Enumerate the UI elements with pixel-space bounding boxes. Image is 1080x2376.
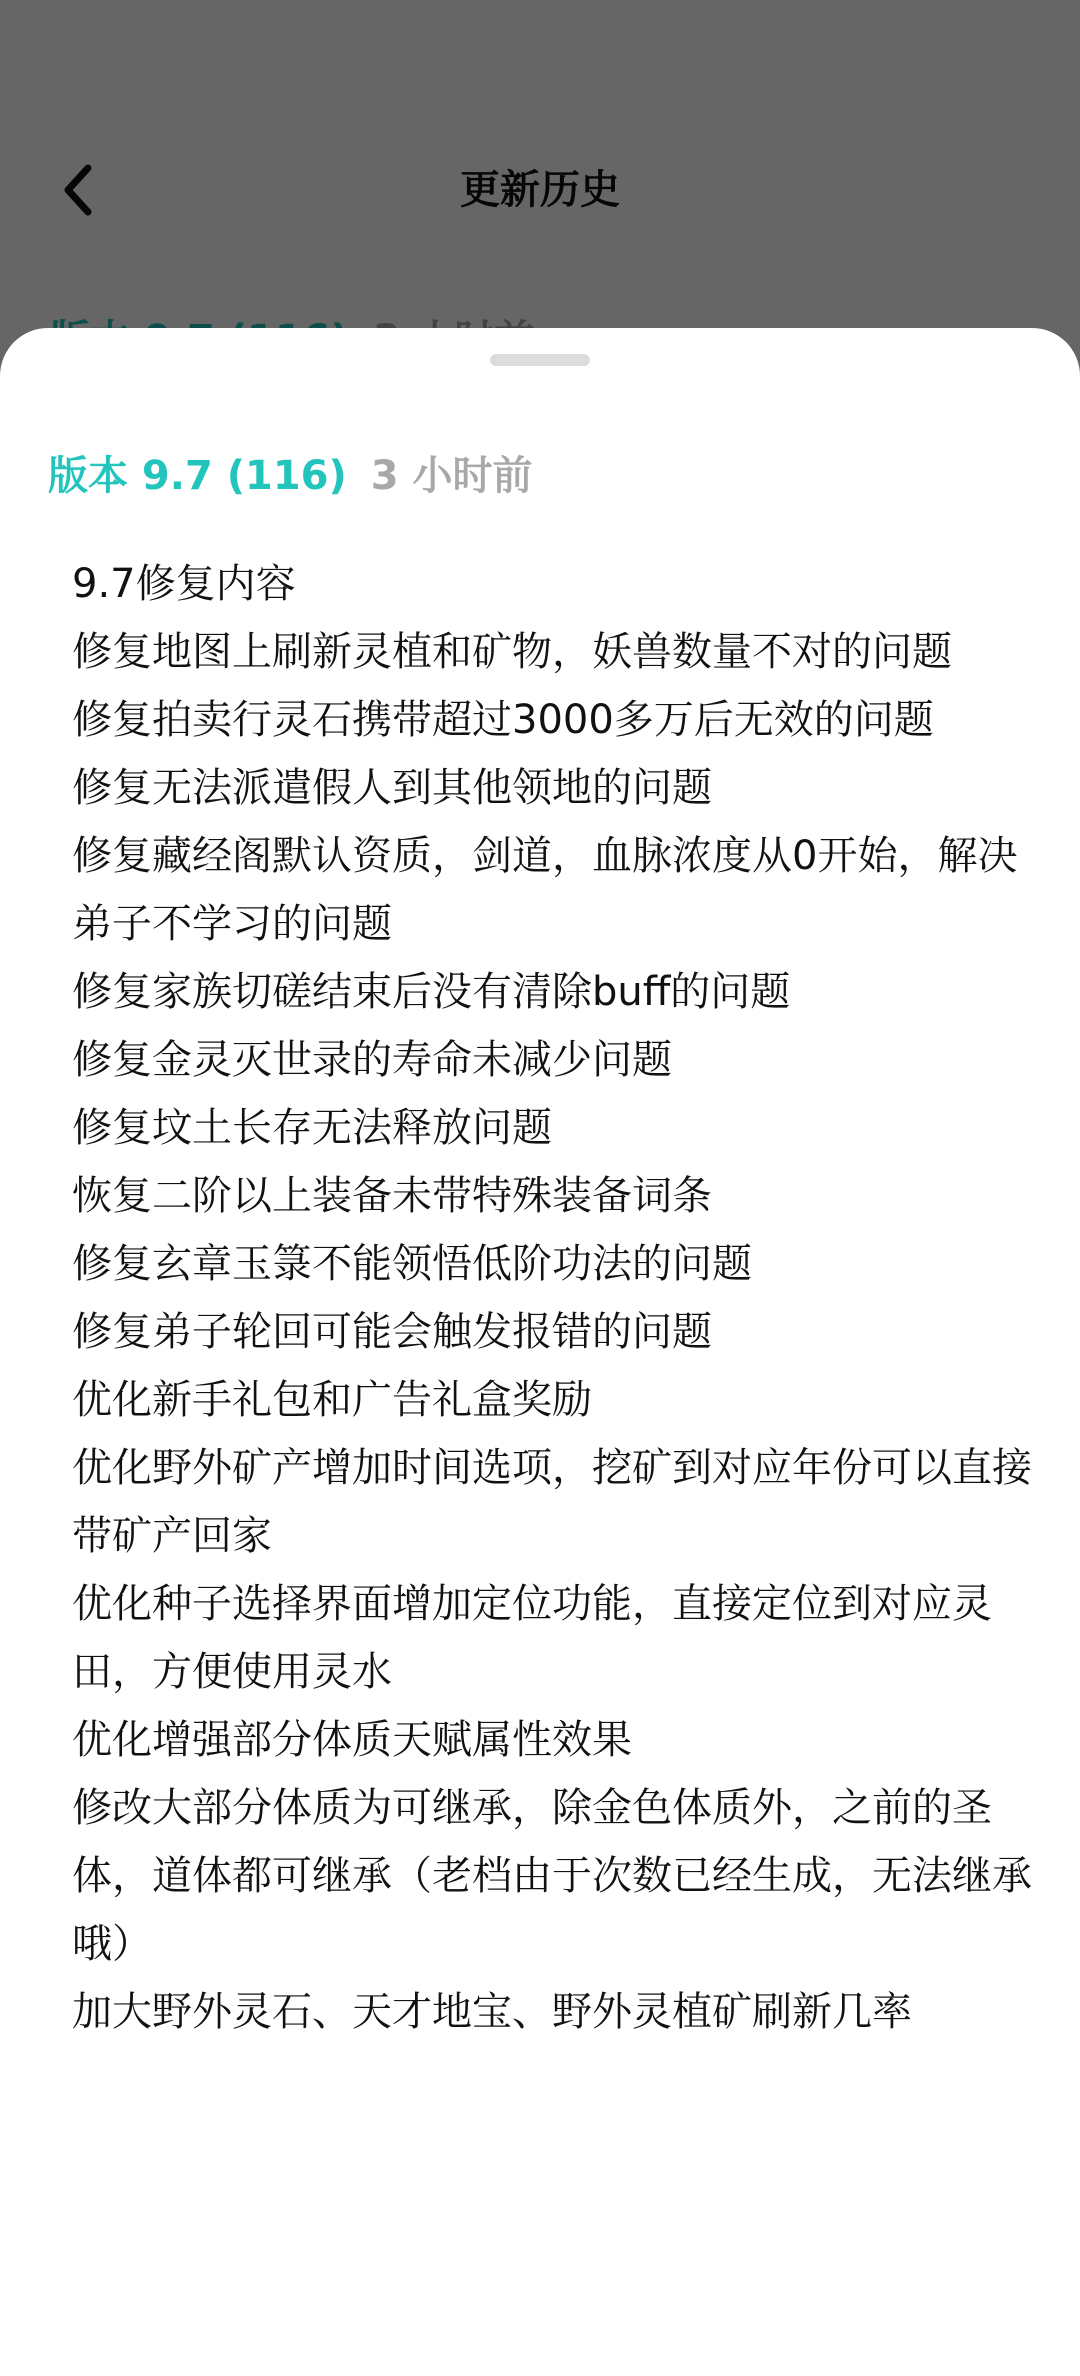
release-note-item: 优化增强部分体质天赋属性效果 xyxy=(72,1717,632,1763)
release-note-item: 修复地图上刷新灵植和矿物，妖兽数量不对的问题 xyxy=(72,629,952,675)
release-note-item: 修复弟子轮回可能会触发报错的问题 xyxy=(72,1309,712,1355)
release-note-item: 修复玄章玉箓不能领悟低阶功法的问题 xyxy=(72,1241,752,1287)
release-note-item: 修复金灵灭世录的寿命未减少问题 xyxy=(72,1037,672,1083)
release-note-item: 修复无法派遣假人到其他领地的问题 xyxy=(72,765,712,811)
release-note-item: 修改大部分体质为可继承，除金色体质外，之前的圣体，道体都可继承（老档由于次数已经生成，无法继承哦） xyxy=(72,1785,1032,1967)
release-note-item: 修复坟土长存无法释放问题 xyxy=(72,1105,552,1151)
release-note-item: 优化野外矿产增加时间选项，挖矿到对应年份可以直接带矿产回家 xyxy=(72,1445,1032,1559)
drag-handle[interactable] xyxy=(490,354,590,366)
release-notes-list xyxy=(72,550,1032,2046)
release-note-item: 加大野外灵石、天才地宝、野外灵植矿刷新几率 xyxy=(72,1989,912,2035)
version-row xyxy=(48,446,532,506)
bottom-sheet xyxy=(0,328,1080,2376)
release-note-item: 优化种子选择界面增加定位功能，直接定位到对应灵田，方便使用灵水 xyxy=(72,1581,992,1695)
release-note-item: 修复拍卖行灵石携带超过3000多万后无效的问题 xyxy=(72,697,934,743)
release-note-item: 9.7修复内容 xyxy=(72,561,296,607)
version-time: 3 小时前 xyxy=(370,453,533,499)
release-note-item: 修复藏经阁默认资质，剑道，血脉浓度从0开始，解决弟子不学习的问题 xyxy=(72,833,1018,947)
version-label: 版本 9.7 (116) xyxy=(48,453,347,499)
release-note-item: 优化新手礼包和广告礼盒奖励 xyxy=(72,1377,592,1423)
release-note-item: 修复家族切磋结束后没有清除buff的问题 xyxy=(72,969,791,1015)
release-note-item: 恢复二阶以上装备未带特殊装备词条 xyxy=(72,1173,712,1219)
